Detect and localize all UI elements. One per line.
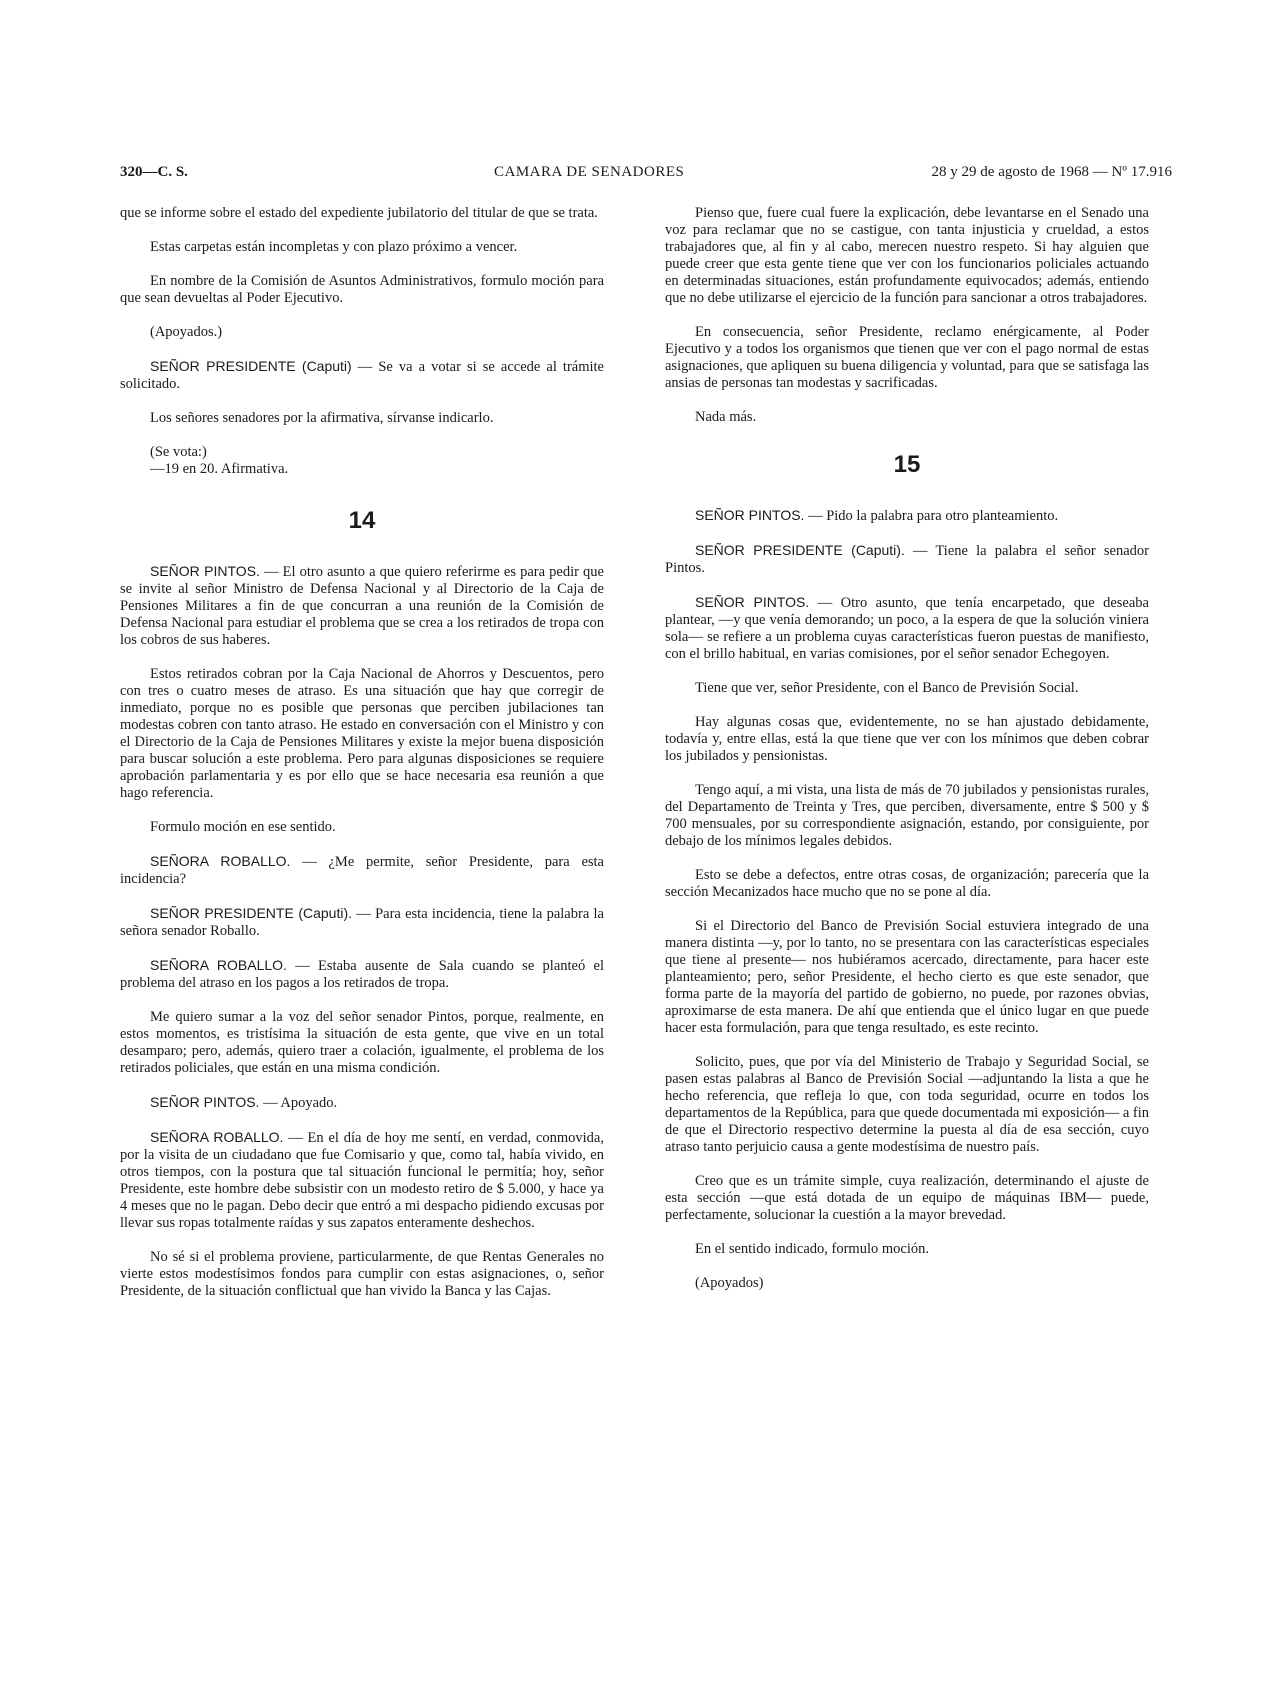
paragraph: Formulo moción en ese sentido.: [150, 819, 336, 835]
paragraph: Tiene que ver, señor Presidente, con el Banco de Previsión Social.: [695, 680, 1079, 696]
speaker-name: SEÑORA ROBALLO.: [150, 853, 291, 869]
paragraph: Estos retirados cobran por la Caja Nacional de Ahorros y Descuentos, pero con tres o cuatro meses de atraso. Es una situación que hay que corregir de inmediato, porque no es posible que personas que perciben jubilaciones tan modestas cobren con tanto atraso. He estado en conversación con el Ministro y con el Directorio de la Caja de Pensiones Militares y existe la mejor buena disposición para buscar solución a este problema. Pero para algunas disposiciones se requiere aprobación parlamentaria y es por ello que se hace necesaria esa reunión a que hago referencia.: [120, 666, 604, 801]
paragraph: [665, 594, 1149, 663]
speaker-name: SEÑOR PRESIDENTE (Caputi): [150, 358, 352, 374]
speech-text: — Se va a votar si se accede al trámite solicitado.: [120, 359, 604, 392]
speaker-name: SEÑOR PRESIDENTE (Caputi).: [695, 542, 905, 558]
right-column: [665, 205, 1149, 1309]
paragraph: Los señores senadores por la afirmativa, sírvanse indicarlo.: [150, 410, 494, 426]
paragraph: [665, 542, 1149, 577]
paragraph: Hay algunas cosas que, evidentemente, no se han ajustado debidamente, todavía y, entre ellas, está la que tiene que ver con los mínimos que deben cobrar los jubilados y pensionistas.: [665, 714, 1149, 764]
speech-text: — El otro asunto a que quiero referirme es para pedir que se invite al señor Ministro de Defensa Nacional y al Directorio de la Caja de Pensiones Militares a fin de que concurran a una reunión de la Comisión de Defensa Nacional para estudiar el problema que se crea a los retirados de tropa con los cobros de sus haberes.: [120, 564, 604, 648]
paragraph: [120, 1129, 604, 1232]
speaker-name: SEÑOR PINTOS.: [695, 507, 805, 523]
vote-result: —19 en 20. Afirmativa.: [150, 461, 289, 477]
speech-text: — En el día de hoy me sentí, en verdad, conmovida, por la visita de un ciudadano que fue Comisario y que, como tal, había vivido, en otros tiempos, con la postura que tal situación funcional le permitía; hoy, señor Presidente, este hombre debe subsistir con un modesto retiro de $ 5.000, y hace ya 4 meses que no le pagan. Debo decir que entró a mi despacho pidiendo excusas por llevar sus ropas totalmente raídas y sus zapatos enteramente deshechos.: [120, 1130, 604, 1231]
paragraph: En el sentido indicado, formulo moción.: [695, 1241, 929, 1257]
paragraph: Tengo aquí, a mi vista, una lista de más de 70 jubilados y pensionistas rurales, del Departamento de Treinta y Tres, que perciben, diversamente, entre $ 500 y $ 700 mensuales, por su correspondiente asignación, estando, por consiguiente, por debajo de los mínimos legales debidos.: [665, 782, 1149, 849]
page-reference: 320—C. S.: [120, 164, 188, 180]
speech-text: — Otro asunto, que tenía encarpetado, que deseaba plantear, —y que venía demorando; un poco, a la espera de que la solución viniera sola— se refiere a un problema cuyas características fueron puestas de manifiesto, con el brillo habitual, en varias comisiones, por el señor senador Echegoyen.: [665, 595, 1149, 662]
paragraph: [665, 507, 1149, 525]
left-column: [120, 205, 604, 1317]
speech-text: — ¿Me permite, señor Presidente, para esta incidencia?: [120, 854, 604, 887]
paragraph: Creo que es un trámite simple, cuya realización, determinando el ajuste de esta sección —que está dotada de un equipo de máquinas IBM— puede, perfectamente, solucionar la cuestión a la mayor brevedad.: [665, 1173, 1149, 1223]
speech-text: — Para esta incidencia, tiene la palabra la señora senador Roballo.: [120, 906, 604, 939]
section-number-14: 14: [348, 507, 376, 534]
speech-text: — Estaba ausente de Sala cuando se planteó el problema del atraso en los pagos a los retirados de tropa.: [120, 958, 604, 991]
speaker-name: SEÑOR PINTOS.: [695, 594, 810, 610]
speech-text: — Pido la palabra para otro planteamiento.: [804, 508, 1059, 524]
paragraph: [120, 957, 604, 992]
paragraph: [120, 563, 604, 649]
speech-text: — Tiene la palabra el señor senador Pintos.: [665, 543, 1149, 576]
stage-direction: (Apoyados.): [150, 324, 223, 340]
paragraph: Estas carpetas están incompletas y con plazo próximo a vencer.: [150, 239, 518, 255]
chamber-title: CAMARA DE SENADORES: [494, 164, 685, 180]
section-number-15: 15: [893, 451, 921, 478]
stage-direction: (Se vota:): [150, 444, 207, 460]
speaker-name: SEÑORA ROBALLO.: [150, 957, 287, 973]
paragraph: [120, 1094, 604, 1112]
paragraph: Nada más.: [695, 409, 757, 425]
paragraph: que se informe sobre el estado del expediente jubilatorio del titular de que se trata.: [120, 205, 598, 221]
paragraph: [120, 905, 604, 940]
speaker-name: SEÑOR PINTOS.: [150, 563, 260, 579]
date-and-number: 28 y 29 de agosto de 1968 — Nº 17.916: [931, 164, 1172, 180]
paragraph: En nombre de la Comisión de Asuntos Administrativos, formulo moción para que sean devueltas al Poder Ejecutivo.: [120, 273, 604, 306]
paragraph: Solicito, pues, que por vía del Ministerio de Trabajo y Seguridad Social, se pasen estas palabras al Banco de Previsión Social —adjuntando la lista a que he hecho referencia, que refleja lo que, con toda seguridad, ocurre en todos los departamentos de la República, para que quede documentada mi exposición— a fin de que el Directorio respectivo determine la puesta al día de esa sección, cuyo atraso tanto perjuicio causa a gente modestísima de nuestro país.: [665, 1054, 1149, 1155]
speaker-name: SEÑOR PINTOS.: [150, 1094, 260, 1110]
speech-text: — Apoyado.: [259, 1095, 338, 1111]
paragraph: No sé si el problema proviene, particularmente, de que Rentas Generales no vierte estos modestísimos fondos para cumplir con estas asignaciones, o, señor Presidente, de la situación conflictual que han vivido la Banca y las Cajas.: [120, 1249, 604, 1299]
paragraph: Pienso que, fuere cual fuere la explicación, debe levantarse en el Senado una voz para reclamar que no se castigue, con tanta injusticia y crueldad, a estos trabajadores que, al fin y al cabo, merecen nuestro respeto. Si hay alguien que puede creer que esta gente tiene que ver con los funcionarios policiales actuando en determinadas situaciones, están profundamente equivocados; además, entiendo que no debe utilizarse el ejercicio de la función para sancionar a otros trabajadores.: [665, 205, 1149, 306]
paragraph: [120, 358, 604, 393]
speaker-name: SEÑORA ROBALLO.: [150, 1129, 284, 1145]
speaker-name: SEÑOR PRESIDENTE (Caputi).: [150, 905, 353, 921]
paragraph: Si el Directorio del Banco de Previsión Social estuviera integrado de una manera distinta —y, por lo tanto, no se presentara con las características especiales que tiene al presente— nos hubiéramos acercado, directamente, para hacer este planteamiento; pero, señor Presidente, el hecho cierto es que este senador, que forma parte de la mayoría del partido de gobierno, no puede, por razones obvias, aproximarse de esta manera. De ahí que entienda que el único lugar en que puede hacer esta formulación, para que tenga resultado, es este recinto.: [665, 918, 1149, 1036]
paragraph: En consecuencia, señor Presidente, reclamo enérgicamente, al Poder Ejecutivo y a todos los organismos que tienen que ver con el pago normal de estas asignaciones, que apliquen su buena diligencia y voluntad, para que se satisfaga las ansias de personas tan modestas y sacrificadas.: [665, 324, 1149, 391]
paragraph: [120, 853, 604, 888]
stage-direction: (Apoyados): [695, 1275, 764, 1291]
paragraph: Me quiero sumar a la voz del señor senador Pintos, porque, realmente, en estos momentos, es tristísima la situación de esta gente, que vive en un total desamparo; pero, además, quiero traer a colación, igualmente, el problema de los retirados policiales, que están en una misma condición.: [120, 1009, 604, 1076]
paragraph: Esto se debe a defectos, entre otras cosas, de organización; parecería que la sección Mecanizados hace mucho que no se pone al día.: [665, 867, 1149, 900]
page-header: [120, 164, 1172, 188]
